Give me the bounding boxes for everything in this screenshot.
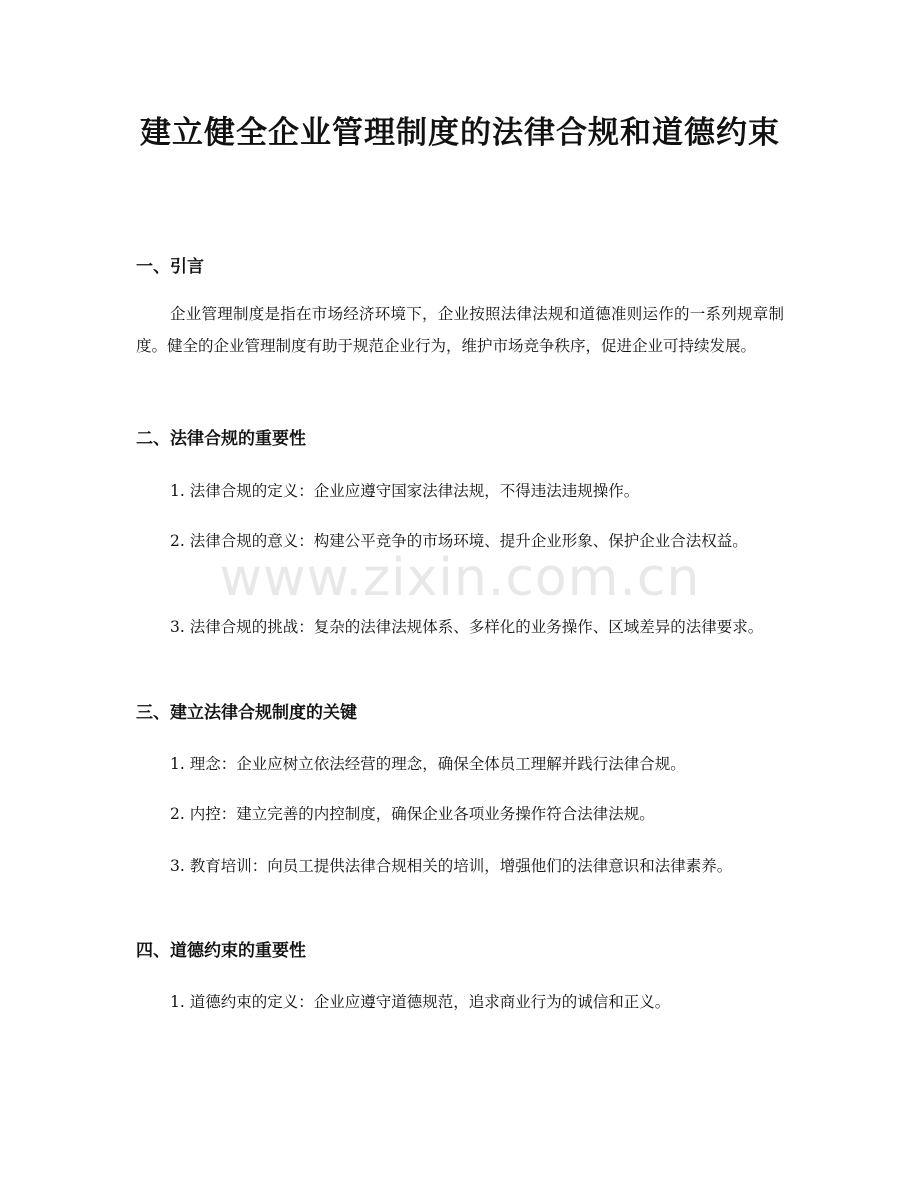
list-item: 1. 理念：企业应树立依法经营的理念，确保全体员工理解并践行法律合规。 (170, 755, 686, 773)
section-heading-introduction: 一、引言 (136, 257, 204, 277)
list-item: 3. 教育培训：向员工提供法律合规相关的培训，增强他们的法律意识和法律素养。 (170, 857, 733, 875)
list-item: 1. 道德约束的定义：企业应遵守道德规范，追求商业行为的诚信和正义。 (170, 993, 671, 1011)
document-title: 建立健全企业管理制度的法律合规和道德约束 (140, 115, 780, 151)
watermark-text: www.zixin.com.cn (219, 548, 701, 608)
list-item: 3. 法律合规的挑战：复杂的法律法规体系、多样化的业务操作、区域差异的法律要求。 (170, 618, 764, 636)
list-item: 2. 内控：建立完善的内控制度，确保企业各项业务操作符合法律法规。 (170, 805, 655, 823)
paragraph: 企业管理制度是指在市场经济环境下，企业按照法律法规和道德准则运作的一系列规章制度。健全的企业管理制度有助于规范企业行为，维护市场竞争秩序，促进企业可持续发展。 (136, 305, 784, 355)
section-heading-ethics-importance: 四、道德约束的重要性 (136, 941, 306, 961)
section-heading-legal-compliance-importance: 二、法律合规的重要性 (136, 429, 306, 449)
list-item: 2. 法律合规的意义：构建公平竞争的市场环境、提升企业形象、保护企业合法权益。 (170, 532, 748, 550)
section-heading-compliance-system-keys: 三、建立法律合规制度的关键 (136, 703, 357, 723)
list-item: 1. 法律合规的定义：企业应遵守国家法律法规，不得违法违规操作。 (170, 482, 640, 500)
